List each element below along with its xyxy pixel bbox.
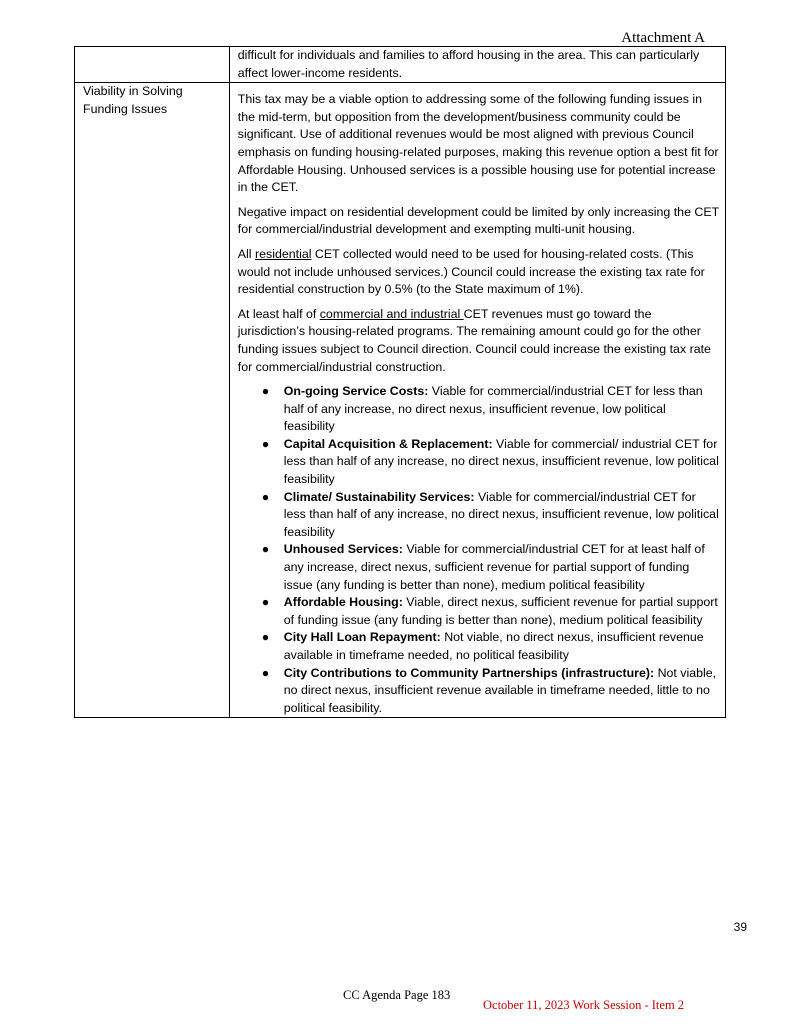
row-content bbox=[229, 83, 725, 718]
bullet-icon: ● bbox=[261, 630, 270, 645]
paragraph: All residential CET collected would need to be used for housing-related costs. (This would not include unhoused services.) Council could increase the existing tax rate for residential construction by 0.5% (to the State maximum of 1%). bbox=[237, 246, 705, 297]
paragraph: This tax may be a viable option to addressing some of the following funding issues in the mid-term, but opposition from the development/business community could be significant. Use of additional revenues would be most aligned with previous Council emphasis on funding housing-related purposes, making this revenue option a best fit for Affordable Housing. Unhoused services is a possible housing use for potential increase in the CET. bbox=[237, 92, 719, 195]
list-item: ● City Hall Loan Repayment: Not viable, no direct nexus, insufficient revenue available in timeframe needed, no political feasibility bbox=[261, 630, 704, 662]
list-item: ● Affordable Housing: Viable, direct nexus, sufficient revenue for partial support of funding issue (any funding is better than none), medium political feasibility bbox=[261, 595, 718, 627]
list-item: ● Unhoused Services: Viable for commercial/industrial CET for at least half of any increase, direct nexus, sufficient revenue for partial support of funding issue (any funding is better than none), medium political feasibility bbox=[261, 542, 705, 592]
content-table bbox=[74, 46, 726, 718]
underlined-term: residential bbox=[254, 246, 312, 261]
bullet-icon: ● bbox=[261, 665, 270, 680]
attachment-label: Attachment A bbox=[621, 30, 705, 46]
table-row bbox=[75, 83, 726, 718]
table-row bbox=[75, 47, 726, 83]
underlined-term: commercial and industrial bbox=[319, 306, 464, 321]
row-label bbox=[75, 47, 230, 83]
bullet-icon: ● bbox=[261, 542, 270, 557]
list-item: ● City Contributions to Community Partnerships (infrastructure): Not viable, no direct nexus, insufficient revenue available in timeframe needed, little to no political feasibility. bbox=[261, 665, 717, 715]
paragraph: At least half of commercial and industrial CET revenues must go toward the jurisdiction’s housing-related programs. The remaining amount could go for the other funding issues subject to Council direction. Council could increase the existing tax rate for commercial/industrial construction. bbox=[237, 306, 711, 374]
list-item: ● Capital Acquisition & Replacement: Viable for commercial/ industrial CET for less than half of any increase, no direct nexus, insufficient revenue, low political feasibility bbox=[261, 436, 719, 487]
list-item: ● Climate/ Sustainability Services: Viable for commercial/industrial CET for less than half of any increase, no direct nexus, insufficient revenue, low political feasibility bbox=[261, 489, 719, 539]
paragraph: Negative impact on residential development could be limited by only increasing the CET for commercial/industrial development and exempting multi-unit housing. bbox=[237, 204, 719, 237]
bullet-icon: ● bbox=[261, 436, 270, 451]
agenda-page-label: CC Agenda Page 183 bbox=[343, 988, 451, 1002]
bullet-icon: ● bbox=[261, 489, 270, 504]
page-number: 39 bbox=[733, 920, 747, 934]
bullet-icon: ● bbox=[261, 384, 270, 399]
row-text: difficult for individuals and families to afford housing in the area. This can particularly affect lower-income residents. bbox=[229, 47, 725, 83]
work-session-stamp: October 11, 2023 Work Session - Item 2 bbox=[483, 998, 685, 1012]
list-item: ● On-going Service Costs: Viable for commercial/industrial CET for less than half of any increase, no direct nexus, insufficient revenue, low political feasibility bbox=[261, 384, 703, 434]
row-label: Viability in Solving Funding Issues bbox=[75, 83, 230, 718]
bullet-icon: ● bbox=[261, 595, 270, 610]
funding-issue-list bbox=[238, 383, 719, 717]
